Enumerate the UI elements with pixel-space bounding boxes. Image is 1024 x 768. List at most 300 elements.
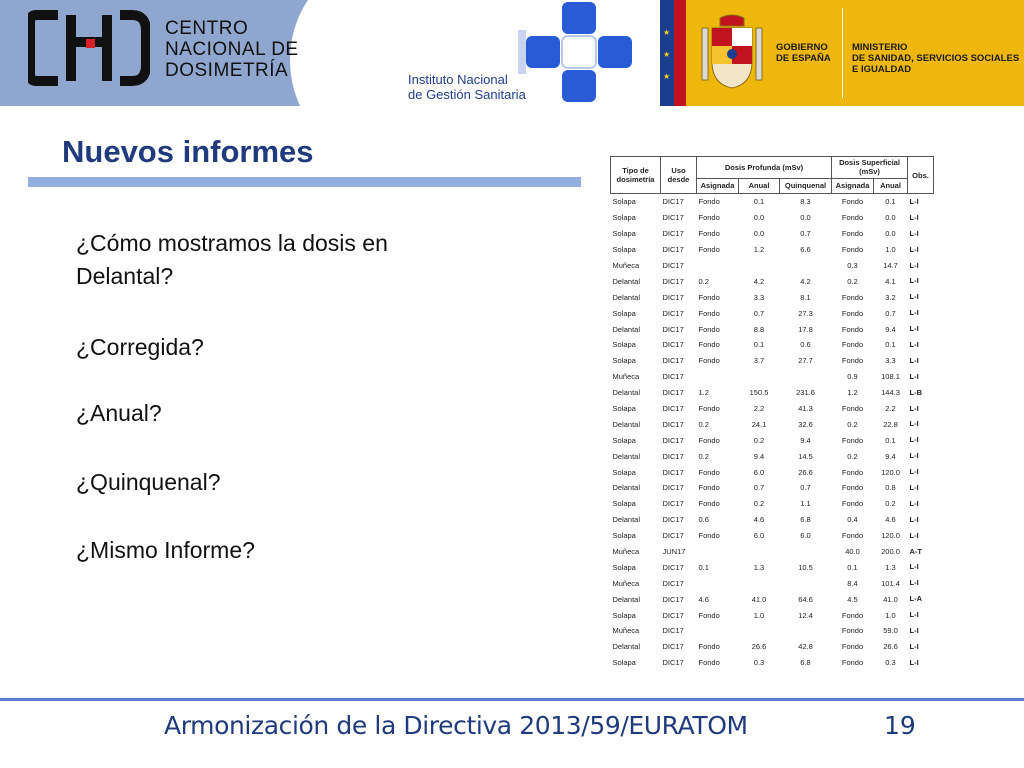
cell-sup-asignada: 0.3 xyxy=(847,261,858,270)
cell-quinquenal: 12.4 xyxy=(798,610,813,620)
star-icon: ★ xyxy=(663,28,671,37)
ministerio-line: E IGUALDAD xyxy=(852,64,912,75)
cell-anual: 8.8 xyxy=(753,324,765,334)
ingesa-name-line: de Gestión Sanitaria xyxy=(408,87,526,102)
coat-of-arms-icon xyxy=(700,14,764,90)
cell-sup-anual: 0.1 xyxy=(885,197,896,207)
cell-sup-asignada: Fondo xyxy=(841,435,864,445)
cell-sup-anual: 26.6 xyxy=(883,642,898,652)
cell-tipo: Muñeca xyxy=(612,578,640,588)
col-header-asignada: Asignada xyxy=(697,178,739,193)
cell-sup-anual: 0.0 xyxy=(885,213,896,223)
cell-sup-anual: 59.0 xyxy=(883,626,898,636)
cell-sup-anual: 41.0 xyxy=(883,594,898,604)
cell-asignada: Fondo xyxy=(698,483,720,493)
ingesa-name-line: Instituto Nacional xyxy=(408,72,508,87)
table-row xyxy=(611,512,934,528)
table-row xyxy=(611,544,934,560)
cell-uso: DIC17 xyxy=(662,642,684,652)
cell-quinquenal: 0.6 xyxy=(800,340,811,350)
cell-asignada xyxy=(697,575,739,591)
cell-asignada: Fondo xyxy=(698,356,720,366)
table-row xyxy=(611,258,934,274)
table-row xyxy=(611,480,934,496)
cell-anual: 0.2 xyxy=(753,435,765,445)
cell-uso: DIC17 xyxy=(662,372,684,382)
col-header-sup-anual: Anual xyxy=(874,178,908,193)
cell-obs: L-I xyxy=(909,641,919,651)
cell-sup-asignada: 4.5 xyxy=(847,594,858,604)
cell-quinquenal: 231.6 xyxy=(796,388,815,398)
cell-sup-anual: 1.3 xyxy=(885,562,896,572)
cell-sup-anual: 9.4 xyxy=(885,324,896,334)
cnd-name-line: DOSIMETRÍA xyxy=(165,60,289,81)
cell-sup-asignada: Fondo xyxy=(841,308,864,318)
cell-quinquenal: 10.5 xyxy=(798,562,813,572)
table-row xyxy=(611,337,934,353)
col-header-quinquenal: Quinquenal xyxy=(780,178,832,193)
cell-tipo: Solapa xyxy=(612,308,636,318)
cell-tipo: Solapa xyxy=(612,213,636,223)
cell-anual: 3.3 xyxy=(753,292,765,302)
cell-uso: DIC17 xyxy=(662,435,684,445)
cell-uso: DIC17 xyxy=(662,594,684,604)
cell-tipo: Delantal xyxy=(612,483,641,493)
table-row xyxy=(611,210,934,226)
table-row xyxy=(611,559,934,575)
cell-quinquenal xyxy=(780,623,832,639)
cell-obs: L-I xyxy=(909,483,919,493)
cell-sup-anual: 0.0 xyxy=(885,229,896,239)
cell-tipo: Solapa xyxy=(612,435,636,445)
cell-quinquenal: 6.8 xyxy=(800,515,811,525)
gobierno-line: DE ESPAÑA xyxy=(776,53,831,64)
cell-sup-asignada: Fondo xyxy=(841,292,864,302)
cell-tipo: Solapa xyxy=(612,229,636,239)
cell-sup-asignada: Fondo xyxy=(841,356,864,366)
table-row xyxy=(611,401,934,417)
cell-asignada: Fondo xyxy=(698,324,720,334)
table-header-row xyxy=(611,157,934,179)
cell-anual: 1.0 xyxy=(753,610,765,620)
cell-sup-asignada: Fondo xyxy=(841,197,864,207)
cell-anual xyxy=(739,544,780,560)
cell-quinquenal: 41.3 xyxy=(798,404,813,414)
cell-sup-anual: 0.3 xyxy=(885,658,896,668)
cell-sup-anual: 108.1 xyxy=(881,372,900,382)
cell-anual: 6.0 xyxy=(753,531,765,541)
cell-tipo: Solapa xyxy=(612,404,636,414)
cell-sup-asignada: Fondo xyxy=(841,340,864,350)
cell-uso: DIC17 xyxy=(662,388,684,398)
star-icon: ★ xyxy=(663,72,671,81)
cell-obs: L-I xyxy=(909,371,919,381)
col-header-anual: Anual xyxy=(739,178,780,193)
question-line: ¿Corregida? xyxy=(76,334,204,360)
cell-sup-asignada: 1.2 xyxy=(847,388,858,398)
eu-spain-flag xyxy=(660,0,686,106)
cell-tipo: Solapa xyxy=(612,658,636,668)
cell-uso: DIC17 xyxy=(662,451,684,461)
cell-sup-asignada: Fondo xyxy=(841,531,864,541)
cell-quinquenal xyxy=(780,258,832,274)
cell-quinquenal: 0.0 xyxy=(800,213,811,223)
table-row xyxy=(611,639,934,655)
cell-quinquenal: 1.1 xyxy=(800,499,811,509)
cell-uso: DIC17 xyxy=(662,276,684,286)
table-row xyxy=(611,369,934,385)
cell-anual: 9.4 xyxy=(753,451,765,461)
slide-title: Nuevos informes xyxy=(62,134,314,169)
cell-obs: L-I xyxy=(909,260,919,270)
table-row xyxy=(611,432,934,448)
cell-quinquenal: 8.1 xyxy=(800,292,811,302)
cell-asignada: 0.2 xyxy=(698,276,709,286)
cell-tipo: Solapa xyxy=(612,245,636,255)
ingesa-cross-logo xyxy=(518,2,646,106)
cell-sup-anual: 1.0 xyxy=(885,610,896,620)
cell-uso: DIC17 xyxy=(662,610,684,620)
cell-sup-anual: 0.2 xyxy=(885,499,896,509)
table-row xyxy=(611,289,934,305)
cell-asignada: 0.2 xyxy=(698,451,709,461)
cell-uso: DIC17 xyxy=(662,213,684,223)
cell-uso: DIC17 xyxy=(662,562,684,572)
cell-obs: L-I xyxy=(909,514,919,524)
cell-obs: L-I xyxy=(909,578,919,588)
cell-sup-asignada: 0.2 xyxy=(847,276,858,286)
table-row xyxy=(611,528,934,544)
cell-obs: L-I xyxy=(909,244,919,254)
table-row xyxy=(611,575,934,591)
cell-asignada: Fondo xyxy=(698,658,720,668)
cell-obs: L-I xyxy=(909,626,919,636)
table-row xyxy=(611,353,934,369)
cell-uso: DIC17 xyxy=(662,292,684,302)
cell-sup-anual: 3.3 xyxy=(885,356,896,366)
cell-obs: L-I xyxy=(909,228,919,238)
cell-anual: 1.2 xyxy=(753,245,765,255)
cell-sup-anual: 0.1 xyxy=(885,340,896,350)
cell-obs: A-T xyxy=(909,546,922,556)
cell-anual: 0.2 xyxy=(753,499,765,509)
cell-tipo: Delantal xyxy=(612,324,641,334)
cell-sup-asignada: 40.0 xyxy=(845,547,860,557)
cell-anual: 0.7 xyxy=(753,483,765,493)
cell-anual: 4.2 xyxy=(753,276,765,286)
cell-quinquenal: 26.6 xyxy=(798,467,813,477)
cell-uso: DIC17 xyxy=(662,308,684,318)
cnd-logo xyxy=(28,9,150,87)
cell-obs: L-I xyxy=(909,340,919,350)
cell-tipo: Delantal xyxy=(612,292,641,302)
cell-sup-asignada: Fondo xyxy=(841,642,864,652)
cell-anual: 0.1 xyxy=(753,340,765,350)
table-row xyxy=(611,591,934,607)
cell-quinquenal: 0.7 xyxy=(800,483,811,493)
cell-tipo: Muñeca xyxy=(612,547,640,557)
question-line: Delantal? xyxy=(76,263,174,289)
cell-tipo: Muñeca xyxy=(612,626,640,636)
cell-tipo: Muñeca xyxy=(612,261,640,270)
cell-asignada: 0.1 xyxy=(698,562,709,572)
page-number: 19 xyxy=(884,711,916,740)
cell-quinquenal: 0.7 xyxy=(800,229,811,239)
cell-tipo: Delantal xyxy=(612,276,641,286)
col-header-uso: Uso desde xyxy=(661,157,697,194)
cell-asignada: 1.2 xyxy=(698,388,709,398)
cell-sup-anual: 120.0 xyxy=(881,531,900,541)
cell-obs: L-I xyxy=(909,530,919,540)
cell-uso: DIC17 xyxy=(662,499,684,509)
cell-quinquenal: 6.6 xyxy=(800,245,811,255)
cell-uso: DIC17 xyxy=(662,197,684,207)
cell-quinquenal: 6.8 xyxy=(800,658,811,668)
col-header-tipo: Tipo de dosimetría xyxy=(611,157,661,194)
cell-sup-asignada: Fondo xyxy=(841,324,864,334)
cell-uso: DIC17 xyxy=(662,419,684,429)
cell-anual: 0.1 xyxy=(753,197,765,207)
cell-obs: L-I xyxy=(909,355,919,365)
header-divider xyxy=(842,8,843,98)
cell-quinquenal: 17.8 xyxy=(798,324,813,334)
cell-uso: DIC17 xyxy=(662,261,684,270)
cell-uso: DIC17 xyxy=(662,515,684,525)
cell-sup-asignada: 0.2 xyxy=(847,451,858,461)
table-row xyxy=(611,623,934,639)
question-line: ¿Anual? xyxy=(76,400,162,426)
cell-obs: L-I xyxy=(909,435,919,445)
footer-title: Armonización de la Directiva 2013/59/EURATOM xyxy=(164,711,748,740)
cell-sup-anual: 9.4 xyxy=(885,451,896,461)
cell-uso: DIC17 xyxy=(662,658,684,668)
cell-tipo: Delantal xyxy=(612,388,641,398)
cell-tipo: Solapa xyxy=(612,467,636,477)
cell-asignada: Fondo xyxy=(698,308,720,318)
cell-tipo: Delantal xyxy=(612,451,641,461)
cell-obs: L-I xyxy=(909,197,919,206)
cell-anual: 26.6 xyxy=(751,642,767,652)
cell-anual: 150.5 xyxy=(749,388,769,398)
cell-tipo: Delantal xyxy=(612,515,641,525)
cell-anual: 0.3 xyxy=(753,658,765,668)
cell-sup-asignada: 0.4 xyxy=(847,515,858,525)
table-row xyxy=(611,416,934,432)
footer-divider xyxy=(0,698,1024,701)
cell-obs: L-I xyxy=(909,276,919,286)
cell-tipo: Solapa xyxy=(612,499,636,509)
cell-obs: L-I xyxy=(909,403,919,413)
cell-asignada: Fondo xyxy=(698,467,720,477)
cell-uso: DIC17 xyxy=(662,324,684,334)
cell-sup-asignada: 0.1 xyxy=(847,562,858,572)
cell-obs: L-I xyxy=(909,419,919,429)
cell-obs: L-I xyxy=(909,657,919,667)
dose-report-table xyxy=(610,156,934,671)
cell-sup-asignada: Fondo xyxy=(841,213,864,223)
cell-asignada: Fondo xyxy=(698,404,720,414)
col-header-sup-asignada: Asignada xyxy=(832,178,874,193)
cell-anual: 6.0 xyxy=(753,467,765,477)
cell-asignada: Fondo xyxy=(698,197,720,207)
cell-uso: DIC17 xyxy=(662,467,684,477)
ministerio-line: DE SANIDAD, SERVICIOS SOCIALES xyxy=(852,53,1020,64)
table-body xyxy=(611,194,934,671)
cell-obs: L-B xyxy=(909,387,922,397)
cell-asignada xyxy=(697,258,739,274)
cell-anual: 24.1 xyxy=(751,419,767,429)
cell-quinquenal: 9.4 xyxy=(800,435,811,445)
col-header-superficial: Dosis Superficial (mSv) xyxy=(832,157,908,179)
cell-obs: L-I xyxy=(909,610,919,620)
cell-asignada: Fondo xyxy=(698,499,720,509)
cell-sup-anual: 2.2 xyxy=(885,404,896,414)
cell-sup-anual: 120.0 xyxy=(881,467,900,477)
cell-anual xyxy=(739,369,780,385)
cell-asignada: 0.2 xyxy=(698,419,709,429)
cell-uso: DIC17 xyxy=(662,578,684,588)
table-row xyxy=(611,273,934,289)
cell-tipo: Solapa xyxy=(612,610,636,620)
cell-sup-asignada: Fondo xyxy=(841,658,864,668)
cell-asignada: Fondo xyxy=(698,340,720,350)
cell-sup-anual: 14.7 xyxy=(883,261,898,270)
cell-sup-anual: 22.8 xyxy=(883,419,898,429)
cnd-name-line: NACIONAL DE xyxy=(165,39,299,60)
cell-anual: 3.7 xyxy=(753,356,765,366)
cell-tipo: Delantal xyxy=(612,594,641,604)
cell-uso: DIC17 xyxy=(662,531,684,541)
cell-asignada: Fondo xyxy=(698,213,720,223)
col-header-profunda: Dosis Profunda (mSv) xyxy=(697,157,832,179)
cell-obs: L-I xyxy=(909,467,919,477)
cell-anual: 1.3 xyxy=(753,562,765,572)
cell-sup-asignada: Fondo xyxy=(841,404,864,414)
cell-anual: 41.0 xyxy=(751,594,767,604)
cell-sup-asignada: Fondo xyxy=(841,499,864,509)
cell-anual xyxy=(739,575,780,591)
cell-uso: DIC17 xyxy=(662,245,684,255)
cell-sup-asignada: Fondo xyxy=(841,626,864,636)
cell-sup-asignada: Fondo xyxy=(841,229,864,239)
cell-obs: L-I xyxy=(909,498,919,508)
cell-obs: L-I xyxy=(909,212,919,222)
cell-obs: L-I xyxy=(909,308,919,318)
cell-quinquenal: 32.6 xyxy=(798,419,813,429)
cell-sup-anual: 144.3 xyxy=(881,388,900,398)
cnd-name-line: CENTRO xyxy=(165,18,249,39)
cell-quinquenal xyxy=(780,544,832,560)
cell-anual: 4.6 xyxy=(753,515,765,525)
cell-asignada: Fondo xyxy=(698,642,720,652)
cell-tipo: Solapa xyxy=(612,197,636,207)
gobierno-label xyxy=(776,42,831,64)
cell-quinquenal xyxy=(780,575,832,591)
cell-tipo: Muñeca xyxy=(612,372,640,382)
question-line: ¿Cómo mostramos la dosis en xyxy=(76,230,388,256)
cell-quinquenal: 6.0 xyxy=(800,531,811,541)
cell-anual: 0.0 xyxy=(753,213,765,223)
table-row xyxy=(611,194,934,210)
cell-sup-asignada: 0.9 xyxy=(847,372,858,382)
table-row xyxy=(611,448,934,464)
cell-obs: L-I xyxy=(909,562,919,572)
cell-tipo: Delantal xyxy=(612,642,641,652)
cell-sup-anual: 0.1 xyxy=(885,435,896,445)
cell-sup-asignada: 8.4 xyxy=(847,578,858,588)
cell-asignada: Fondo xyxy=(698,229,720,239)
cell-quinquenal: 4.2 xyxy=(800,276,811,286)
gobierno-line: GOBIERNO xyxy=(776,42,828,53)
cell-tipo: Solapa xyxy=(612,340,636,350)
table-row xyxy=(611,496,934,512)
cell-uso: DIC17 xyxy=(662,404,684,414)
cell-obs: L-I xyxy=(909,451,919,461)
cell-sup-asignada: Fondo xyxy=(841,467,864,477)
cell-asignada: Fondo xyxy=(698,531,720,541)
table-row xyxy=(611,464,934,480)
cell-asignada: Fondo xyxy=(698,292,720,302)
cell-quinquenal xyxy=(780,369,832,385)
cell-uso: JUN17 xyxy=(662,547,686,557)
cell-quinquenal: 27.3 xyxy=(798,308,813,318)
cell-anual xyxy=(739,623,780,639)
cell-asignada: 4.6 xyxy=(698,594,709,604)
cell-quinquenal: 64.6 xyxy=(798,594,813,604)
cell-uso: DIC17 xyxy=(662,356,684,366)
cell-sup-anual: 200.0 xyxy=(881,547,900,557)
cell-uso: DIC17 xyxy=(662,626,684,636)
star-icon: ★ xyxy=(663,50,671,59)
cell-sup-asignada: Fondo xyxy=(841,245,864,255)
ingesa-name xyxy=(408,72,526,102)
cell-sup-anual: 101.4 xyxy=(881,578,900,588)
table-row xyxy=(611,321,934,337)
cell-asignada: Fondo xyxy=(698,435,720,445)
cell-quinquenal: 14.5 xyxy=(798,451,813,461)
cell-sup-asignada: Fondo xyxy=(841,483,864,493)
cell-sup-anual: 1.0 xyxy=(885,245,896,255)
cell-tipo: Solapa xyxy=(612,562,636,572)
cell-uso: DIC17 xyxy=(662,229,684,239)
cell-asignada: Fondo xyxy=(698,610,720,620)
cnd-name xyxy=(165,18,299,81)
cell-anual: 0.7 xyxy=(753,308,765,318)
col-header-obs: Obs. xyxy=(908,157,934,194)
cell-sup-anual: 4.1 xyxy=(885,276,896,286)
cell-asignada: 0.6 xyxy=(698,515,709,525)
cell-uso: DIC17 xyxy=(662,340,684,350)
header-banner xyxy=(0,0,1024,106)
cell-sup-asignada: Fondo xyxy=(841,610,864,620)
cell-asignada xyxy=(697,369,739,385)
ministerio-label xyxy=(852,42,1019,75)
cell-sup-anual: 4.6 xyxy=(885,515,896,525)
question-line: ¿Quinquenal? xyxy=(76,469,221,495)
cell-tipo: Delantal xyxy=(612,419,641,429)
cell-obs: L-A xyxy=(909,594,922,604)
table-row xyxy=(611,305,934,321)
cell-sup-asignada: 0.2 xyxy=(847,419,858,429)
cell-anual: 2.2 xyxy=(753,404,765,414)
cell-anual xyxy=(739,258,780,274)
cell-sup-anual: 0.8 xyxy=(885,483,896,493)
ministerio-line: MINISTERIO xyxy=(852,42,908,53)
flag-red-band xyxy=(674,0,686,106)
cell-asignada xyxy=(697,544,739,560)
cell-anual: 0.0 xyxy=(753,229,765,239)
table-row xyxy=(611,607,934,623)
